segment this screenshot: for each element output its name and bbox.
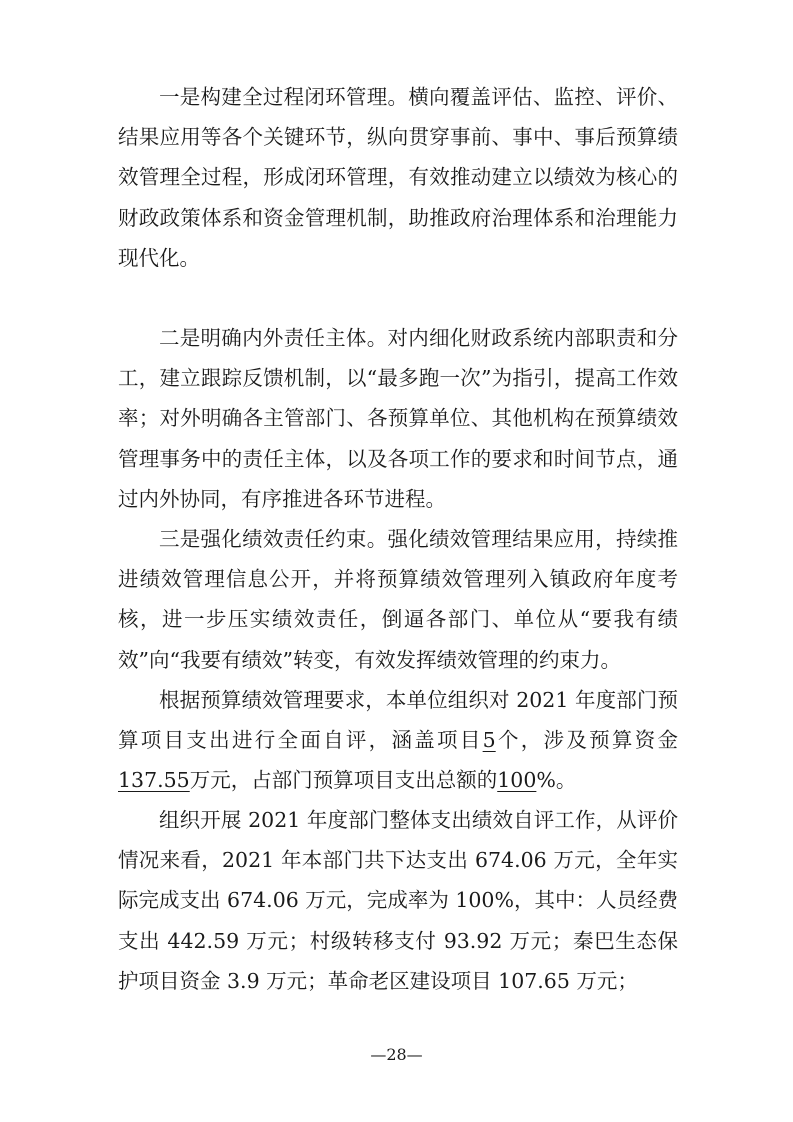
paragraph-responsibility-subjects: 二是明确内外责任主体。对内细化财政系统内部职责和分工，建立跟踪反馈机制，以“最多跑一次”为指引，提高工作效率；对外明确各主管部门、各预算单位、其他机构在预算绩效管理事务中的责任主体，以及各项工作的要求和时间节点，通过内外协同，有序推进各环节进程。 — [118, 326, 678, 511]
paragraph-self-evaluation-scope — [118, 680, 678, 801]
percentage-value: 100 — [497, 768, 537, 793]
project-count: 5 — [482, 728, 496, 753]
paragraph-performance-constraints: 三是强化绩效责任约束。强化绩效管理结果应用，持续推进绩效管理信息公开，并将预算绩效管理列入镇政府年度考核，进一步压实绩效责任，倒逼各部门、单位从“要我有绩效”向“我要有绩效”转变，有效发挥绩效管理的约束力。 — [118, 527, 678, 672]
p4-text-1: 根据预算绩效管理要求，本单位组织对 2021 年度部门预算项目支出进行全面自评，涵盖项目 — [118, 688, 678, 753]
p4-text-2: 个，涉及预算资金 — [495, 728, 679, 753]
p4-text-3: 万元，占部门预算项目支出总额的 — [189, 768, 498, 793]
paragraph-closed-loop-management: 一是构建全过程闭环管理。横向覆盖评估、监控、评价、结果应用等各个关键环节，纵向贯穿事前、事中、事后预算绩效管理全过程，形成闭环管理，有效推动建立以绩效为核心的财政政策体系和资金管理机制，助推政府治理体系和治理能力现代化。 — [118, 85, 678, 270]
p4-text-4: %。 — [536, 768, 577, 793]
paragraph-overall-expenditure: 组织开展 2021 年度部门整体支出绩效自评工作，从评价情况来看，2021 年本部门共下达支出 674.06 万元，全年实际完成支出 674.06 万元，完成率为 100%，其中：人员经费支出 442.59 万元；村级转移支付 93.92 万元；秦巴生态保护项目资金 3.9 万元；革命老区建设项目 107.65 万元； — [118, 808, 678, 993]
budget-amount: 137.55 — [118, 768, 190, 793]
page-number: —28— — [370, 1045, 423, 1064]
